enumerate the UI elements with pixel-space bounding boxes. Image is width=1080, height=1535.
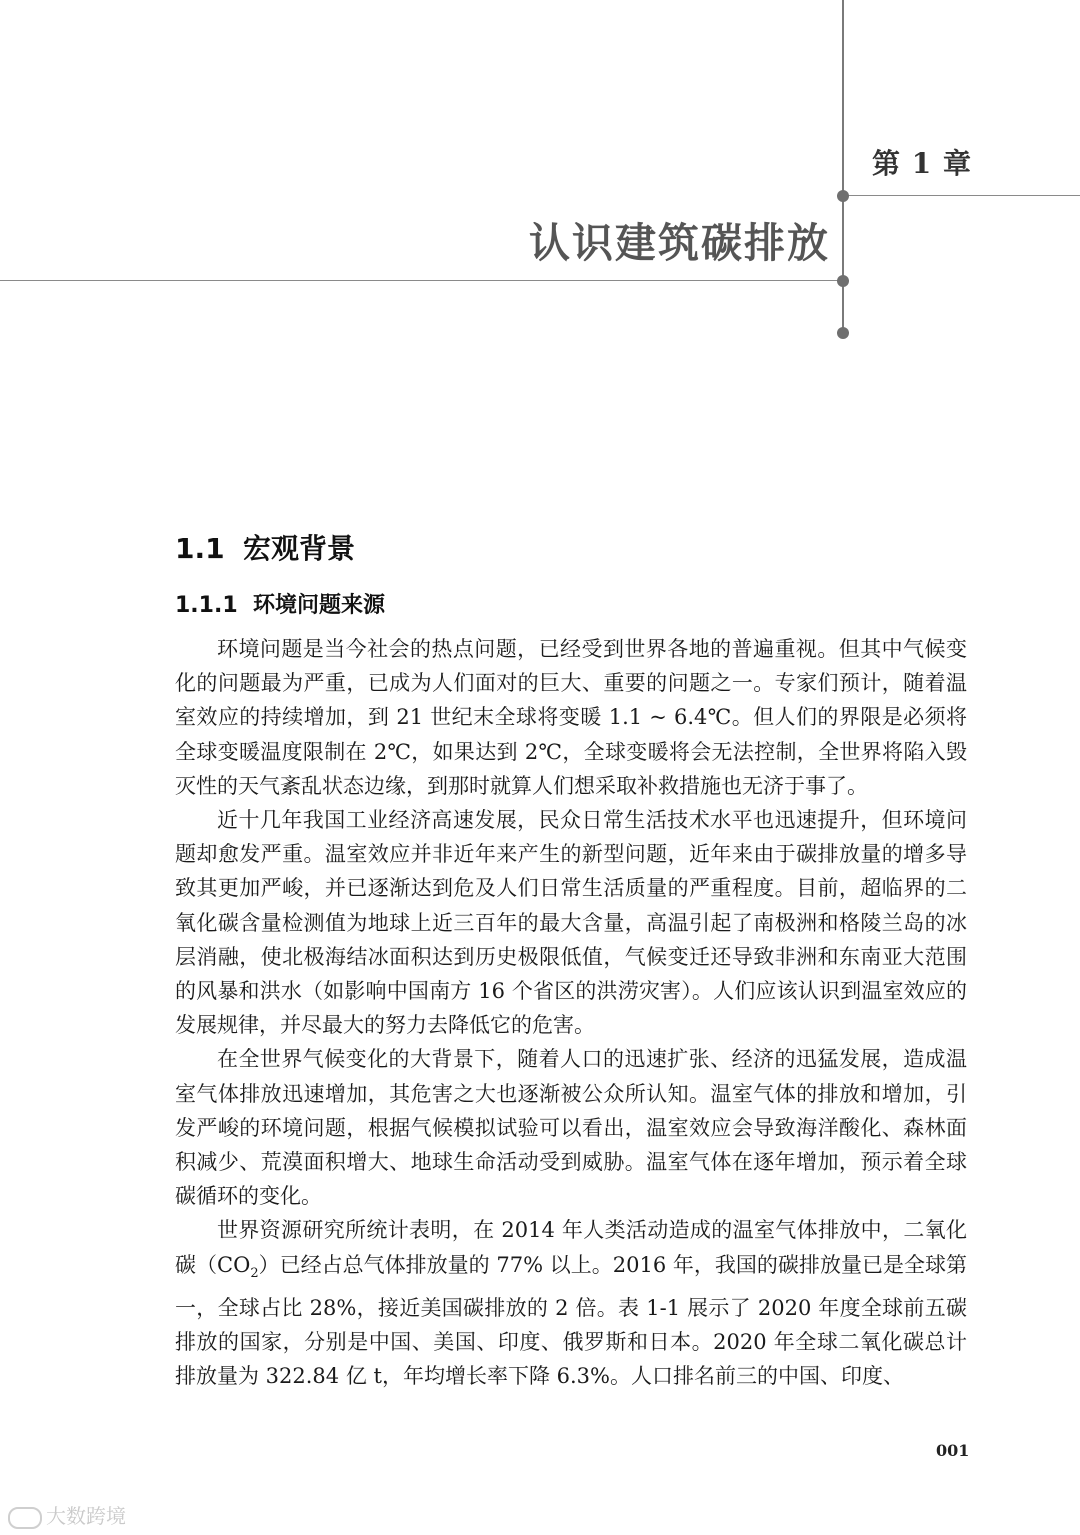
chapter-number: 第 1 章 xyxy=(872,147,972,180)
ornament-dot xyxy=(837,190,849,202)
section-heading xyxy=(175,527,355,567)
watermark-text: 大数跨境 xyxy=(46,1504,126,1528)
watermark-logo-icon xyxy=(8,1507,42,1529)
ornament-dot xyxy=(837,327,849,339)
body-text xyxy=(175,632,967,1394)
chapter-title: 认识建筑碳排放 xyxy=(529,219,830,267)
paragraph-text: 世界资源研究所统计表明，在 2014 年人类活动造成的温室气体排放中，二氧化碳（CO xyxy=(175,1218,967,1277)
watermark xyxy=(8,1500,126,1529)
section-title: 宏观背景 xyxy=(243,532,356,565)
chapter-horizontal-rule-right xyxy=(842,195,1080,196)
paragraph: 环境问题是当今社会的热点问题，已经受到世界各地的普遍重视。但其中气候变化的问题最为严重，已成为人们面对的巨大、重要的问题之一。专家们预计，随着温室效应的持续增加，到 21 世纪末全球将变暖 1.1 ~ 6.4℃。但人们的界限是必须将全球变暖温度限制在 2℃，如果达到 2℃，全球变暖将会无法控制，全世界将陷入毁灭性的天气紊乱状态边缘，到那时就算人们想采取补救措施也无济于事了。 xyxy=(175,637,967,798)
subsection-number: 1.1.1 xyxy=(175,593,238,618)
ornament-dot xyxy=(837,275,849,287)
subsection-heading xyxy=(175,588,385,619)
paragraph-text: ）已经占总气体排放量的 77% 以上。2016 年，我国的碳排放量已是全球第一，全球占比 28%，接近美国碳排放的 2 倍。表 1-1 展示了 2020 年度全球前五碳排放的国家，分别是中国、美国、印度、俄罗斯和日本。2020 年全球二氧化碳总计排放量为 322.84 亿 t，年均增长率下降 6.3%。人口排名前三的中国、印度、 xyxy=(175,1252,967,1389)
page-number: 001 xyxy=(936,1441,970,1460)
subsection-title: 环境问题来源 xyxy=(253,593,386,618)
chapter-horizontal-rule-left xyxy=(0,280,843,281)
paragraph: 近十几年我国工业经济高速发展，民众日常生活技术水平也迅速提升，但环境问题却愈发严重。温室效应并非近年来产生的新型问题，近年来由于碳排放量的增多导致其更加严峻，并已逐渐达到危及人们日常生活质量的严重程度。目前，超临界的二氧化碳含量检测值为地球上近三百年的最大含量，高温引起了南极洲和格陵兰岛的冰层消融，使北极海结冰面积达到历史极限低值，气候变迁还导致非洲和东南亚大范围的风暴和洪水（如影响中国南方 16 个省区的洪涝灾害）。人们应该认识到温室效应的发展规律，并尽最大的努力去降低它的危害。 xyxy=(175,808,967,1038)
paragraph xyxy=(175,1213,967,1393)
co2-subscript: 2 xyxy=(250,1265,259,1281)
paragraph: 在全世界气候变化的大背景下，随着人口的迅速扩张、经济的迅猛发展，造成温室气体排放迅速增加，其危害之大也逐渐被公众所认知。温室气体的排放和增加，引发严峻的环境问题，根据气候模拟试验可以看出，温室效应会导致海洋酸化、森林面积减少、荒漠面积增大、地球生命活动受到威胁。温室气体在逐年增加，预示着全球碳循环的变化。 xyxy=(175,1047,967,1209)
section-number: 1.1 xyxy=(175,532,225,565)
